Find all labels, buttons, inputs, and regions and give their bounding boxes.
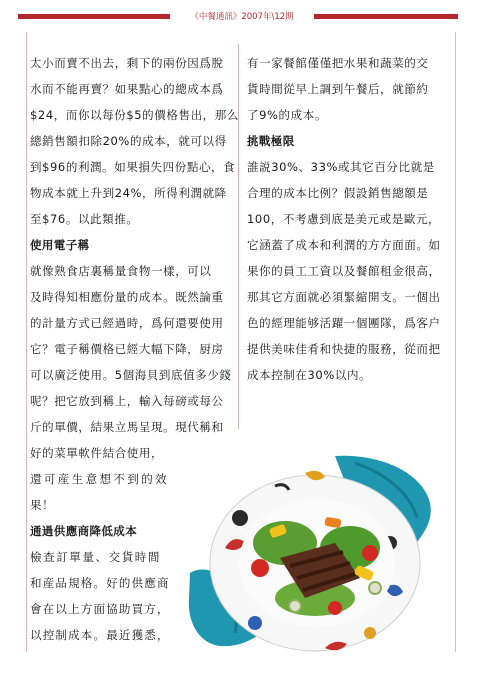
paragraph-line: 成本控制在30%以内。 — [247, 368, 372, 382]
steak-salad-photo — [185, 448, 435, 658]
paragraph-line: 檢查訂單量、交貨時間 — [30, 550, 161, 564]
page-border-right — [455, 32, 456, 652]
paragraph-line: 以控制成本。最近獲悉， — [30, 628, 170, 642]
paragraph-line: 總銷售額扣除20%的成本，就可以得 — [30, 134, 227, 148]
paragraph-line: 有一家餐館僅僅把水果和蔬菜的交 — [247, 56, 429, 70]
header-bar-left — [18, 14, 170, 19]
paragraph-line: 誰説30%、33%或其它百分比就是 — [247, 160, 435, 174]
cucumber — [369, 582, 381, 594]
paragraph-line: 果！ — [30, 498, 55, 512]
section-heading-scale: 使用電子稱 — [30, 238, 90, 252]
paragraph-line: 好的菜單軟件結合使用， — [30, 446, 164, 460]
page-header — [18, 8, 458, 26]
plate-dot — [364, 627, 376, 639]
paragraph-line: 可以廣泛使用。5個海貝到底值多少錢 — [30, 368, 232, 382]
tomato — [362, 545, 378, 561]
tomato — [251, 559, 269, 577]
steak-salad-illustration — [185, 448, 435, 658]
paragraph-line: 和産品規格。好的供應商 — [30, 576, 170, 590]
paragraph-line: 提供美味佳肴和快捷的服務，從而把 — [247, 342, 441, 356]
paragraph-line: 合理的成本比例？假設銷售總額是 — [247, 186, 429, 200]
magazine-issue-title: 《中餐通訊》2007年\12期 — [190, 12, 294, 22]
plate-dot — [248, 616, 262, 630]
paragraph-line: $24，而你以每份$5的價格售出，那么 — [30, 108, 239, 122]
section-heading-supplier: 通過供應商降低成本 — [30, 524, 138, 538]
tomato — [328, 601, 342, 615]
paragraph-line: 色的經理能够活躍一個團隊，爲客户 — [247, 316, 441, 330]
paragraph-line: 它？電子稱價格已經大幅下降，厨房 — [30, 342, 224, 356]
paragraph-line: 斤的單價，結果立馬呈現。現代稱和 — [30, 420, 224, 434]
paragraph-line: 太小而賣不出去，剩下的兩份因爲脫 — [30, 56, 224, 70]
paragraph-line: 那其它方面就必須緊縮開支。一個出 — [247, 290, 441, 304]
paragraph-line: 還可産生意想不到的效 — [30, 472, 169, 486]
paragraph-line: 100，不考慮到底是美元或是歐元， — [247, 212, 441, 226]
paragraph-line: 了9%的成本。 — [247, 108, 327, 122]
paragraph-line: 的計量方式已經過時，爲何還要使用 — [30, 316, 224, 330]
paragraph-line: 至$76。以此類推。 — [30, 212, 139, 226]
paragraph-line: 果你的員工工資以及餐館租金很高， — [247, 264, 441, 278]
section-heading-limit: 挑戰極限 — [247, 134, 295, 148]
paragraph-line: 及時得知相應份量的成本。既然論重 — [30, 290, 224, 304]
cucumber — [289, 600, 301, 612]
paragraph-line: 它涵蓋了成本和利潤的方方面面。如 — [247, 238, 441, 252]
paragraph-line: 呢？把它放到稱上，輸入每磅或每公 — [30, 394, 224, 408]
paragraph-line: 到$96的利潤。如果損失四份點心，食 — [30, 160, 236, 174]
plate-dot — [232, 510, 248, 526]
paragraph-line: 貨時間從早上調到午餐后，就節約 — [247, 82, 429, 96]
page-border-left — [26, 32, 27, 652]
paragraph-line: 就像熟食店裏稱量食物一樣，可以 — [30, 264, 212, 278]
header-bar-right — [314, 14, 458, 19]
paragraph-line: 水而不能再賣？如果點心的總成本爲 — [30, 82, 224, 96]
paragraph-line: 會在以上方面協助買方， — [30, 602, 170, 616]
paragraph-line: 物成本就上升到24%，所得利潤就降 — [30, 186, 227, 200]
